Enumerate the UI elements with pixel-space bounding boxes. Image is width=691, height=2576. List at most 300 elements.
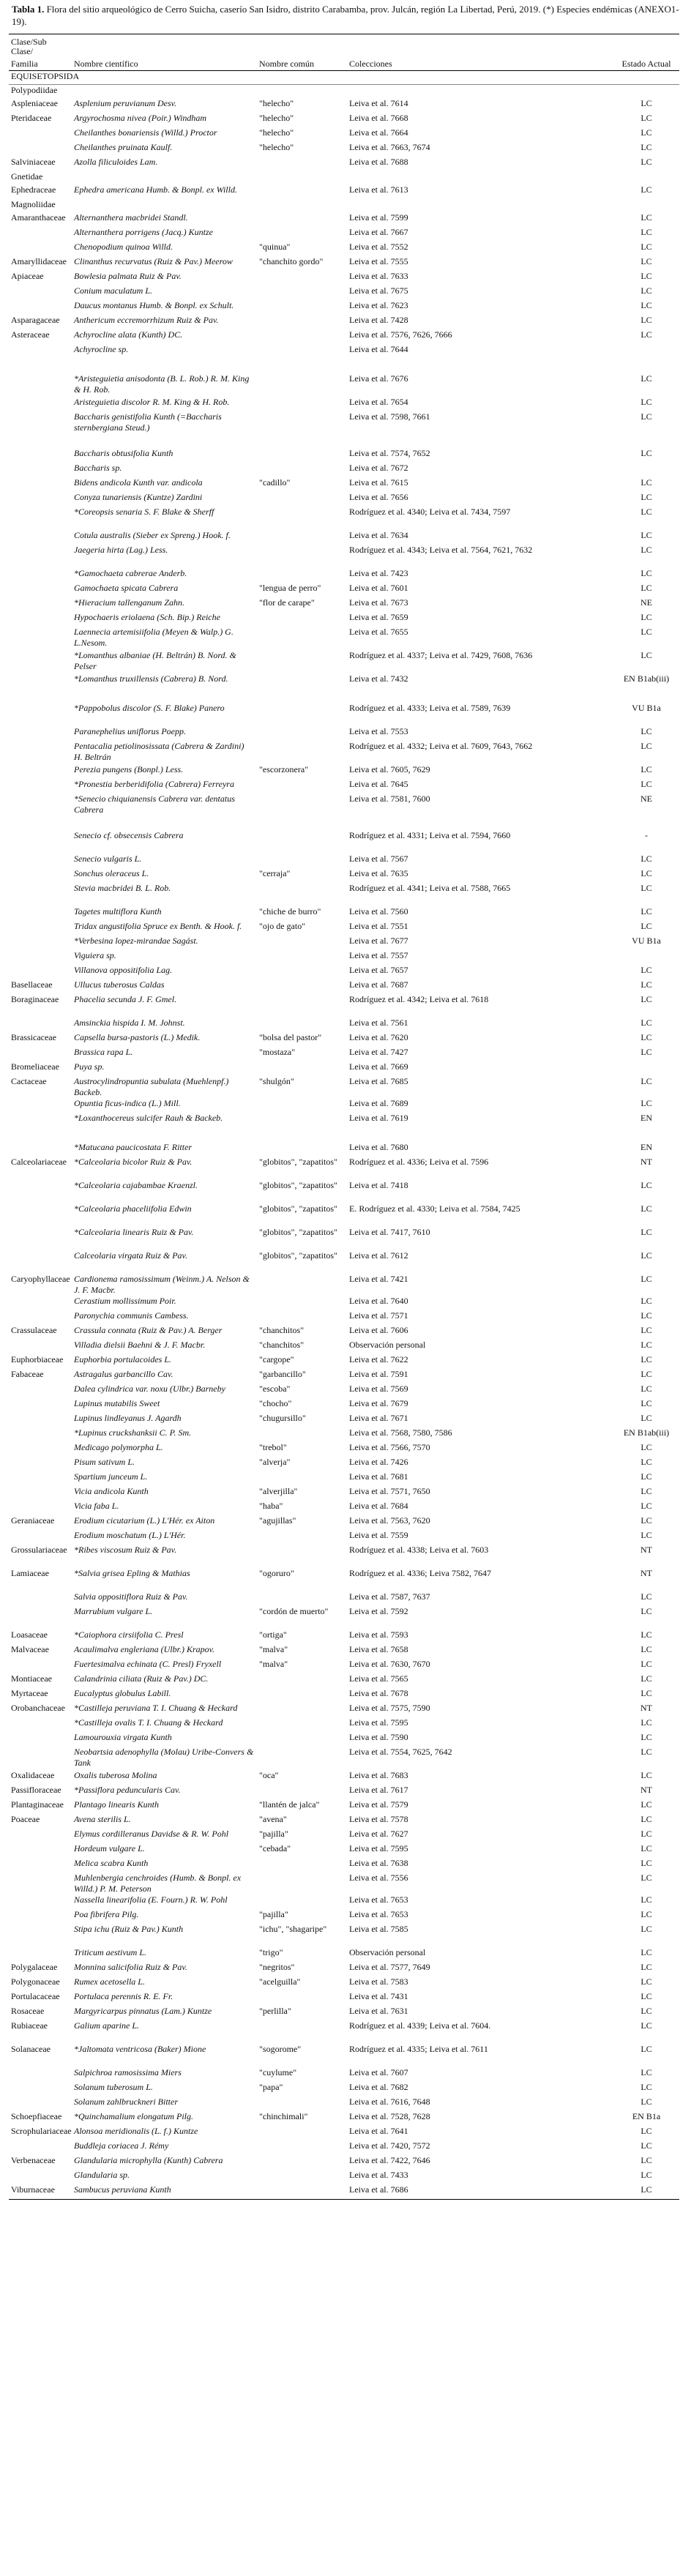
family-cell [9, 2097, 72, 2111]
table-row [9, 300, 679, 315]
status-cell: LC [640, 1991, 652, 2001]
family-cell [9, 2067, 72, 2082]
scientific-name-cell [72, 477, 257, 492]
scientific-name-cell [72, 344, 257, 359]
family-cell: Rubiaceae [11, 2020, 48, 2031]
common-name-cell [257, 1858, 347, 1873]
collections-cell: Rodríguez et al. 4342; Leiva et al. 7618 [349, 994, 489, 1004]
table-row [9, 936, 679, 950]
collections-cell: Rodríguez et al. 4331; Leiva et al. 7594, 7660 [349, 830, 511, 840]
scientific-name: Fuertesimalva echinata (C. Presl) Fryxell [74, 1659, 222, 1669]
common-name-cell: "mostaza" [259, 1047, 296, 1057]
scientific-name: Achyrocline alata (Kunth) DC. [74, 329, 183, 340]
status-cell: LC [640, 1203, 652, 1214]
scientific-name: Portulaca perennis R. E. Fr. [74, 1991, 173, 2001]
family-cell: Salviniaceae [11, 157, 56, 167]
scientific-name-cell [72, 507, 257, 530]
scientific-name-cell [72, 1629, 257, 1644]
scientific-name-cell [72, 726, 257, 741]
family-cell: Solanaceae [11, 2044, 51, 2054]
table-row [9, 212, 679, 227]
common-name-cell: "globitos", "zapatitos" [259, 1157, 337, 1167]
scientific-name-cell [72, 1384, 257, 1398]
status-cell: LC [640, 994, 652, 1004]
table-row [9, 1858, 679, 1873]
collections-cell: Rodríguez et al. 4339; Leiva et al. 7604. [349, 2020, 491, 2031]
status-cell: LC [640, 1457, 652, 1467]
table-row [9, 448, 679, 463]
collections-cell: Leiva et al. 7431 [349, 1991, 408, 2001]
scientific-name: Chenopodium quinoa Willd. [74, 242, 173, 252]
scientific-name: Azolla filiculoides Lam. [74, 157, 158, 167]
scientific-name: Aristeguietia discolor R. M. King & H. Rob. [74, 397, 230, 407]
table-body [9, 71, 679, 2200]
scientific-name-cell [72, 1325, 257, 1340]
status-cell: LC [640, 127, 652, 138]
family-cell [9, 688, 72, 703]
scientific-name: Opuntia ficus-indica (L.) Mill. [74, 1098, 181, 1108]
scientific-name: Daucus montanus Humb. & Bonpl. ex Schult. [74, 300, 234, 310]
status-cell: LC [640, 2006, 652, 2016]
table-row [9, 2184, 679, 2200]
scientific-name-cell [72, 2097, 257, 2111]
scientific-name-cell [72, 1227, 257, 1250]
status-cell [613, 433, 679, 448]
scientific-name: Elymus cordilleranus Davidse & R. W. Pohl [74, 1829, 229, 1839]
status-cell: LC [640, 1354, 652, 1364]
common-name-cell: "haba" [259, 1501, 283, 1511]
header-scientific-name: Nombre científico [72, 58, 257, 71]
scientific-name: *Castilleja peruviana T. I. Chuang & Heckard [74, 1703, 238, 1713]
family-cell: Poaceae [11, 1814, 40, 1824]
family-cell [9, 1530, 72, 1545]
collections-cell: Leiva et al. 7579 [349, 1799, 408, 1810]
family-cell [9, 1606, 72, 1629]
common-name-cell: "globitos", "zapatitos" [259, 1180, 337, 1190]
table-row [9, 1501, 679, 1515]
scientific-name-cell [72, 492, 257, 507]
common-name-cell: "ichu", "shagaripe" [259, 1924, 327, 1934]
status-cell: LC [640, 157, 652, 167]
collections-cell: Leiva et al. 7553 [349, 726, 408, 736]
common-name-cell [257, 300, 347, 315]
table-row [9, 329, 679, 344]
common-name-cell [257, 1427, 347, 1442]
common-name-cell: "chinchimali" [259, 2111, 308, 2121]
scientific-name-cell [72, 359, 257, 373]
status-cell: LC [640, 568, 652, 578]
family-cell: Viburnaceae [9, 2184, 72, 2200]
status-cell: LC [640, 583, 652, 593]
scientific-name-cell [72, 1157, 257, 1180]
scientific-name: Medicago polymorpha L. [74, 1442, 163, 1452]
scientific-name-cell [72, 830, 257, 854]
scientific-name-cell [72, 433, 257, 448]
family-cell: Montiaceae [11, 1673, 52, 1684]
family-cell: Brassicaceae [11, 1032, 56, 1042]
scientific-name-cell [72, 1673, 257, 1688]
scientific-name-cell [72, 530, 257, 545]
collections-cell: Leiva et al. 7689 [349, 1098, 408, 1108]
status-cell: LC [640, 329, 652, 340]
collections-cell: Observación personal [349, 1340, 426, 1350]
family-cell: Caryophyllaceae [11, 1274, 70, 1284]
family-cell: Grossulariaceae [11, 1545, 67, 1555]
scientific-name-cell [72, 1962, 257, 1976]
scientific-name-cell [72, 184, 257, 199]
collections-cell: Leiva et al. 7552 [349, 242, 408, 252]
status-cell: LC [640, 1384, 652, 1394]
status-cell: LC [640, 1962, 652, 1972]
status-cell: LC [640, 1227, 652, 1237]
table-row [9, 673, 679, 688]
family-cell [9, 285, 72, 300]
scientific-name: Calceolaria virgata Ruiz & Pav. [74, 1250, 187, 1261]
common-name-cell [257, 1717, 347, 1732]
status-cell: LC [640, 1909, 652, 1919]
common-name-cell [257, 1113, 347, 1127]
scientific-name-cell [72, 256, 257, 271]
status-cell: LC [640, 271, 652, 281]
scientific-name: Vicia faba L. [74, 1501, 119, 1511]
scientific-name-cell [72, 463, 257, 477]
family-cell [9, 242, 72, 256]
status-cell: LC [640, 1274, 652, 1284]
table-row [9, 1227, 679, 1250]
status-cell: LC [640, 1398, 652, 1408]
common-name-cell [257, 1703, 347, 1717]
scientific-name-cell [72, 1530, 257, 1545]
family-cell [9, 1747, 72, 1770]
status-cell: LC [640, 1717, 652, 1728]
table-row [9, 1747, 679, 1770]
scientific-name: Villanova oppositifolia Lag. [74, 965, 173, 975]
scientific-name-cell [72, 1018, 257, 1032]
scientific-name: Oxalis tuberosa Molina [74, 1770, 157, 1780]
header-family: Familia [9, 58, 72, 71]
family-cell [9, 673, 72, 688]
family-cell: Fabaceae [11, 1369, 44, 1379]
scientific-name-cell [72, 373, 257, 397]
status-cell: NT [640, 1785, 652, 1795]
family-cell: Polygalaceae [11, 1962, 58, 1972]
scientific-name: Lamourouxia virgata Kunth [74, 1732, 172, 1742]
family-cell [9, 2082, 72, 2097]
family-cell: Pteridaceae [11, 113, 52, 123]
family-cell [9, 1591, 72, 1606]
scientific-name-cell [72, 411, 257, 433]
table-caption [9, 3, 682, 28]
family-cell [9, 433, 72, 448]
table-row [9, 979, 679, 994]
common-name-cell: "alverja" [259, 1457, 291, 1467]
common-name-cell: "chiche de burro" [259, 906, 321, 916]
common-name-cell: "cordón de muerto" [259, 1606, 329, 1616]
collections-cell: Leiva et al. 7555 [349, 256, 408, 266]
family-cell [9, 583, 72, 597]
scientific-name: Asplenium peruvianum Desv. [74, 98, 177, 108]
family-cell [9, 794, 72, 815]
scientific-name-cell [72, 583, 257, 597]
table-row [9, 965, 679, 979]
scientific-name: *Calceolaria bicolor Ruiz & Pav. [74, 1157, 193, 1167]
family-cell [9, 1310, 72, 1325]
family-cell: Malvaceae [11, 1644, 49, 1654]
scientific-name-cell [72, 1591, 257, 1606]
scientific-name-cell [72, 2020, 257, 2044]
status-cell: LC [640, 1976, 652, 1987]
scientific-name: Marrubium vulgare L. [74, 1606, 153, 1616]
status-cell: LC [640, 227, 652, 237]
status-cell: LC [640, 726, 652, 736]
status-cell: LC [640, 212, 652, 223]
scientific-name: *Matucana paucicostata F. Ritter [74, 1142, 193, 1152]
collections-cell: Leiva et al. 7620 [349, 1032, 408, 1042]
subclass-row [9, 85, 679, 99]
scientific-name-cell [72, 271, 257, 285]
scientific-name: Cheilanthes bonariensis (Willd.) Proctor [74, 127, 217, 138]
common-name-cell [257, 688, 347, 703]
table-row [9, 1673, 679, 1688]
status-cell: LC [640, 477, 652, 488]
table-row [9, 950, 679, 965]
scientific-name: Stevia macbridei B. L. Rob. [74, 883, 171, 893]
header-family-line1: Clase/Sub Clase/ [9, 34, 72, 59]
scientific-name: Solanum tuberosum L. [74, 2082, 153, 2092]
common-name-cell [257, 2170, 347, 2184]
collections-cell: Leiva et al. 7576, 7626, 7666 [349, 329, 452, 340]
scientific-name-cell [72, 142, 257, 157]
common-name-cell: "garbancillo" [259, 1369, 306, 1379]
collections-cell: Leiva et al. 7680 [349, 1142, 408, 1152]
status-cell: LC [640, 98, 652, 108]
family-cell [9, 1829, 72, 1843]
scientific-name-cell [72, 921, 257, 936]
scientific-name: Galium aparine L. [74, 2020, 140, 2031]
scientific-name-cell [72, 794, 257, 815]
scientific-name: Viguiera sp. [74, 950, 116, 960]
scientific-name: Ephedra americana Humb. & Bonpl. ex Willd. [74, 184, 237, 195]
family-cell [9, 1142, 72, 1157]
table-row [9, 1770, 679, 1785]
common-name-cell [257, 545, 347, 568]
common-name-cell [257, 779, 347, 794]
scientific-name: Melica scabra Kunth [74, 1858, 149, 1868]
status-cell: LC [640, 1688, 652, 1698]
common-name-cell [257, 1873, 347, 1894]
collections-cell: Leiva et al. 7581, 7600 [349, 794, 430, 804]
collections-cell: Leiva et al. 7686 [347, 2184, 613, 2200]
common-name-cell: "globitos", "zapatitos" [259, 1203, 337, 1214]
status-cell: LC [640, 142, 652, 152]
collections-cell: Leiva et al. 7684 [349, 1501, 408, 1511]
common-name-cell [257, 854, 347, 868]
family-cell [9, 779, 72, 794]
scientific-name: Bidens andicola Kunth var. andicola [74, 477, 203, 488]
collections-cell [347, 359, 613, 373]
scientific-name: Baccharis obtusifolia Kunth [74, 448, 173, 458]
common-name-cell [257, 1688, 347, 1703]
collections-cell: Leiva et al. 7688 [349, 157, 408, 167]
family-cell [9, 1340, 72, 1354]
common-name-cell [257, 492, 347, 507]
status-cell: LC [640, 1413, 652, 1423]
family-cell [9, 344, 72, 359]
family-cell [9, 2170, 72, 2184]
scientific-name-cell [72, 1947, 257, 1962]
table-row [9, 1515, 679, 1530]
common-name-cell [257, 1991, 347, 2006]
scientific-name-cell [72, 1296, 257, 1310]
status-cell: LC [640, 1629, 652, 1640]
collections-cell: Leiva et al. 7417, 7610 [349, 1227, 430, 1237]
table-row [9, 779, 679, 794]
status-cell: LC [640, 1018, 652, 1028]
scientific-name-cell [72, 1894, 257, 1909]
common-name-cell: "llantén de jalca" [259, 1799, 320, 1810]
table-row [9, 868, 679, 883]
family-cell [9, 1858, 72, 1873]
collections-cell: Leiva et al. 7679 [349, 1398, 408, 1408]
status-cell: LC [640, 530, 652, 540]
collections-cell: Leiva et al. 7567 [349, 854, 408, 864]
family-cell [9, 1398, 72, 1413]
common-name-cell: "papa" [259, 2082, 283, 2092]
status-cell [613, 815, 679, 830]
scientific-name: Stipa ichu (Ruiz & Pav.) Kunth [74, 1924, 184, 1934]
collections-cell: Leiva et al. 7574, 7652 [349, 448, 430, 458]
collections-cell: Leiva et al. 7427 [349, 1047, 408, 1057]
status-cell: LC [640, 1894, 652, 1905]
table-row [9, 830, 679, 854]
scientific-name: Baccharis genistifolia Kunth (=Baccharis sternbergiana Steud.) [74, 411, 222, 433]
scientific-name-cell [72, 157, 257, 171]
status-cell: LC [640, 1659, 652, 1669]
table-row [9, 1127, 679, 1142]
status-cell: LC [640, 2126, 652, 2136]
family-cell: Oxalidaceae [11, 1770, 55, 1780]
table-row [9, 142, 679, 157]
scientific-name: Alternanthera macbridei Standl. [74, 212, 188, 223]
scientific-name-cell [72, 98, 257, 113]
scientific-name: Cotula australis (Sieber ex Spreng.) Hook. f. [74, 530, 231, 540]
common-name-cell: "ogoruro" [259, 1568, 294, 1578]
common-name-cell [257, 1894, 347, 1909]
status-cell: LC [640, 1032, 652, 1042]
family-cell: Cactaceae [11, 1076, 47, 1086]
status-cell: EN B1ab(iii) [623, 673, 670, 684]
status-cell: LC [640, 906, 652, 916]
common-name-cell [257, 883, 347, 906]
collections-cell: Leiva et al. 7587, 7637 [349, 1591, 430, 1602]
collections-cell: Leiva et al. 7635 [349, 868, 408, 878]
status-cell: LC [640, 1325, 652, 1335]
collections-cell: Leiva et al. 7551 [349, 921, 408, 931]
collections-cell: Leiva et al. 7623 [349, 300, 408, 310]
collections-cell: Leiva et al. 7528, 7628 [349, 2111, 430, 2121]
common-name-cell [257, 373, 347, 397]
scientific-name: Amsinckia hispida I. M. Johnst. [74, 1018, 185, 1028]
scientific-name-cell [72, 1606, 257, 1629]
collections-cell: Leiva et al. 7606 [349, 1325, 408, 1335]
scientific-name: Acaulimalva engleriana (Ulbr.) Krapov. [74, 1644, 215, 1654]
status-cell: LC [640, 1606, 652, 1616]
scientific-name-cell [72, 1369, 257, 1384]
family-cell: Loasaceae [11, 1629, 48, 1640]
family-cell: Calceolariaceae [11, 1157, 67, 1167]
collections-cell: Leiva et al. 7633 [349, 271, 408, 281]
scientific-name-cell [72, 212, 257, 227]
common-name-cell: "malva" [259, 1644, 288, 1654]
common-name-cell: "perlilla" [259, 2006, 291, 2016]
scientific-name-cell [72, 1442, 257, 1457]
scientific-name-cell [72, 854, 257, 868]
scientific-name: *Aristeguietia anisodonta (B. L. Rob.) R. M. King & H. Rob. [74, 373, 250, 395]
family-cell [9, 1894, 72, 1909]
scientific-name-cell [72, 1501, 257, 1515]
scientific-name-cell [72, 815, 257, 830]
scientific-name-cell [72, 1127, 257, 1142]
scientific-name-cell [72, 1568, 257, 1591]
collections-cell: Leiva et al. 7420, 7572 [349, 2140, 430, 2151]
common-name-cell [257, 433, 347, 448]
status-cell: LC [640, 411, 652, 422]
status-cell: LC [640, 1799, 652, 1810]
scientific-name-cell [72, 1457, 257, 1471]
table-row [9, 1354, 679, 1369]
status-cell: LC [640, 1296, 652, 1306]
common-name-cell [257, 227, 347, 242]
common-name-cell [257, 1732, 347, 1747]
family-cell [9, 650, 72, 673]
status-cell: LC [640, 448, 652, 458]
table-row [9, 344, 679, 359]
scientific-name-cell [72, 448, 257, 463]
subclass-name: Polypodiidae [11, 85, 58, 95]
collections-cell: Rodríguez et al. 4336; Leiva et al. 7596 [349, 1157, 489, 1167]
scientific-name: *Verbesina lopez-mirandae Sagást. [74, 936, 198, 946]
family-cell [9, 373, 72, 397]
status-cell: LC [640, 1530, 652, 1540]
collections-cell: Leiva et al. 7578 [349, 1814, 408, 1824]
status-cell: EN [640, 1113, 652, 1123]
status-cell: LC [640, 1340, 652, 1350]
family-cell [9, 1732, 72, 1747]
scientific-name-cell [72, 1747, 257, 1770]
table-row [9, 1629, 679, 1644]
collections-cell: Leiva et al. 7615 [349, 477, 408, 488]
status-cell: LC [640, 2044, 652, 2054]
scientific-name-cell [72, 1398, 257, 1413]
status-cell [613, 1061, 679, 1076]
table-row [9, 1530, 679, 1545]
status-cell: LC [640, 1732, 652, 1742]
common-name-cell [257, 2140, 347, 2155]
family-cell: Basellaceae [11, 979, 53, 990]
family-cell: Asteraceae [11, 329, 50, 340]
collections-cell: Leiva et al. 7656 [349, 492, 408, 502]
status-cell: LC [640, 373, 652, 384]
scientific-name: Laennecia artemisiifolia (Meyen & Walp.) G. L.Nesom. [74, 627, 234, 648]
collections-cell: Leiva et al. 7575, 7590 [349, 1703, 430, 1713]
common-name-cell: "ortiga" [259, 1629, 287, 1640]
status-cell: LC [640, 1442, 652, 1452]
common-name-cell [257, 1530, 347, 1545]
scientific-name-cell [72, 1858, 257, 1873]
collections-cell: Leiva et al. 7591 [349, 1369, 408, 1379]
table-header [9, 34, 679, 71]
table-row [9, 1369, 679, 1384]
